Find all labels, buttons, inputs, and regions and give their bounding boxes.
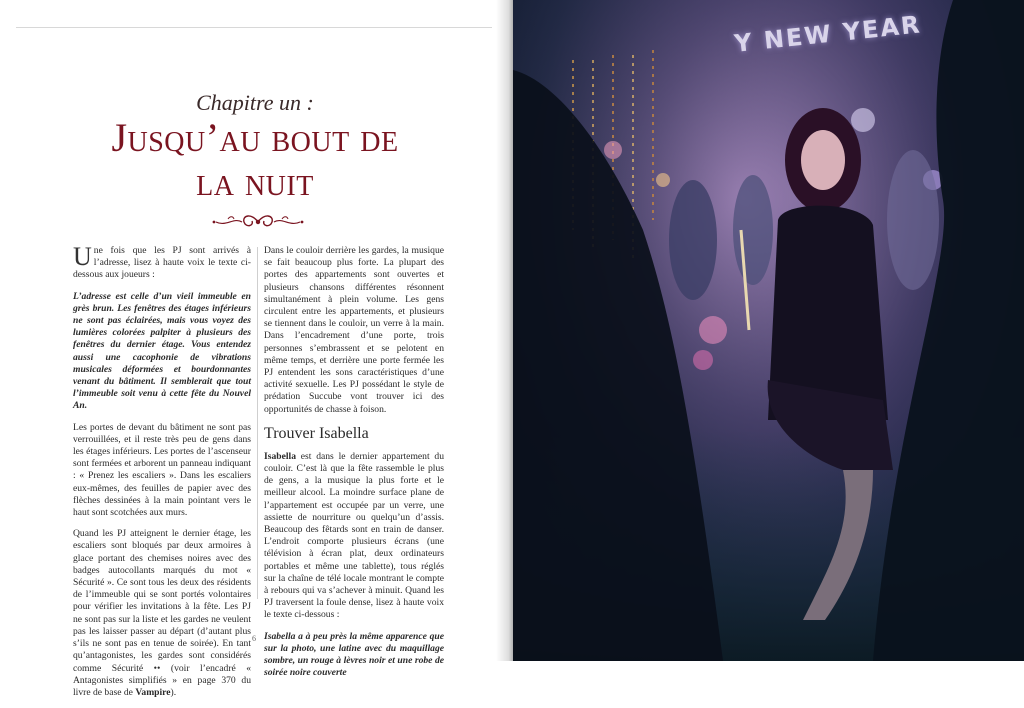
column-divider xyxy=(257,247,258,599)
top-rule xyxy=(16,27,492,28)
paragraph-isabella xyxy=(264,451,444,622)
chapter-label: Chapitre un : xyxy=(196,90,314,115)
left-page xyxy=(0,0,513,698)
guards-text: Quand les PJ atteignent le dernier étage, les escaliers sont bloqués par deux armoires à glace portant des chemises noires avec des badges autocollants marqués du mot « Sécurité ». Ce sont tous les deux des résidents de l’immeuble qui se sont portés volontaires pour vérifier les invitations à la fête. Les PJ ne sont pas sur la liste et les gardes ne veulent pas les laisser passer au départ (d’autant plus s’ils ne sont pas en tenue de soirée). En tant qu’antagonistes, les gardes sont considérés comme Sécurité •• (voir l’encadré « Antagonistes simplifiés » en page 370 du livre de base de xyxy=(73,528,251,698)
text-column-right xyxy=(264,245,444,689)
chapter-title-line2: la nuit xyxy=(196,159,314,204)
paragraph-entrance: Les portes de devant du bâtiment ne sont pas verrouillées, et il reste très peu de gens dans les étages inférieurs. Les portes de l’ascenseur sont fermées et arborent un panneau indiquant : « Prenez les escaliers ». Dans les escaliers eux-mêmes, des feuilles de papier avec des flèches dessinées à la main pointant vers le haut sont scotchées aux murs. xyxy=(73,421,251,519)
subhead-trouver-isabella: Trouver Isabella xyxy=(264,424,369,442)
read-aloud-text: L’adresse est celle d’un vieil immeuble en grès brun. Les fenêtres des étages inférieurs ne sont pas éclairées, mais vous voyez des lumières colorées palpiter à plusieurs des fenêtres du dernier étage. Vous entendez aussi une cacophonie de vibrations musicales déformées et bourdonnantes venant du bâtiment. Il semblerait que tout l’immeuble soit venu à cette fête du Nouvel An. xyxy=(73,290,251,412)
paragraph-hallway: Dans le couloir derrière les gardes, la musique se fait beaucoup plus forte. La plupart des portes des appartements sont ouvertes et plusieurs chansons différentes résonnent simultanément à plein volume. Les gens circulent entre les appartements, et plusieurs se tiennent dans le couloir, un verre à la main. Dans l’encadrement d’une porte, trois personnes s’embrassent et se pelotent en même temps, et derrière une porte fermée les PJ entendent les sons caractéristiques d’une activité sexuelle. Les PJ possédant le style de prédation Succube vont trouver ici des opportunités de chasse à foison. xyxy=(264,245,444,415)
happy-new-year-banner: Y NEW YEAR xyxy=(733,10,923,58)
paragraph-guards xyxy=(73,528,251,699)
party-scene-illustration-icon xyxy=(513,0,1024,661)
guards-text-end: ). xyxy=(170,686,177,698)
intro-text: ne fois que les PJ sont arrivés à l’adresse, lisez à haute voix le texte ci-dessous aux joueurs : xyxy=(73,245,251,281)
intro-paragraph xyxy=(73,242,251,282)
isabella-text: est dans le dernier appartement du couloir. C’est là que la fête rassemble le plus de gens, a la musique la plus forte et le meilleur alcool. La moindre surface plane de l’appartement est occupée par un verre, une assiette de nourriture ou quelqu’un d’assis. Beaucoup des fêtards sont en train de danser. L’endroit comporte plusieurs écrans (une télévision à écran plat, deux ordinateurs portables et même une tablette), tous réglés sur la chaîne de télé locale montrant le compte à rebours qui va s’achever à minuit. Quand les PJ traversent la foule dense, lisez à haute voix le texte ci-dessous : xyxy=(264,450,444,621)
vampire-reference: Vampire xyxy=(135,686,171,698)
right-page-photo xyxy=(513,0,1024,661)
isabella-name: Isabella xyxy=(264,450,296,462)
drop-cap: U xyxy=(73,242,92,271)
read-aloud-isabella: Isabella a à peu près la même apparence que sur la photo, une latine avec du maquillage sombre, un rouge à lèvres noir et une robe de soirée noire couverte xyxy=(264,630,444,679)
book-gutter xyxy=(496,0,514,661)
text-column-left xyxy=(73,242,251,708)
chapter-title xyxy=(40,116,470,204)
chapter-title-line1: Jusqu’au bout de xyxy=(111,115,399,160)
ornament-flourish-icon xyxy=(208,211,308,233)
page-number: 6 xyxy=(252,634,256,643)
